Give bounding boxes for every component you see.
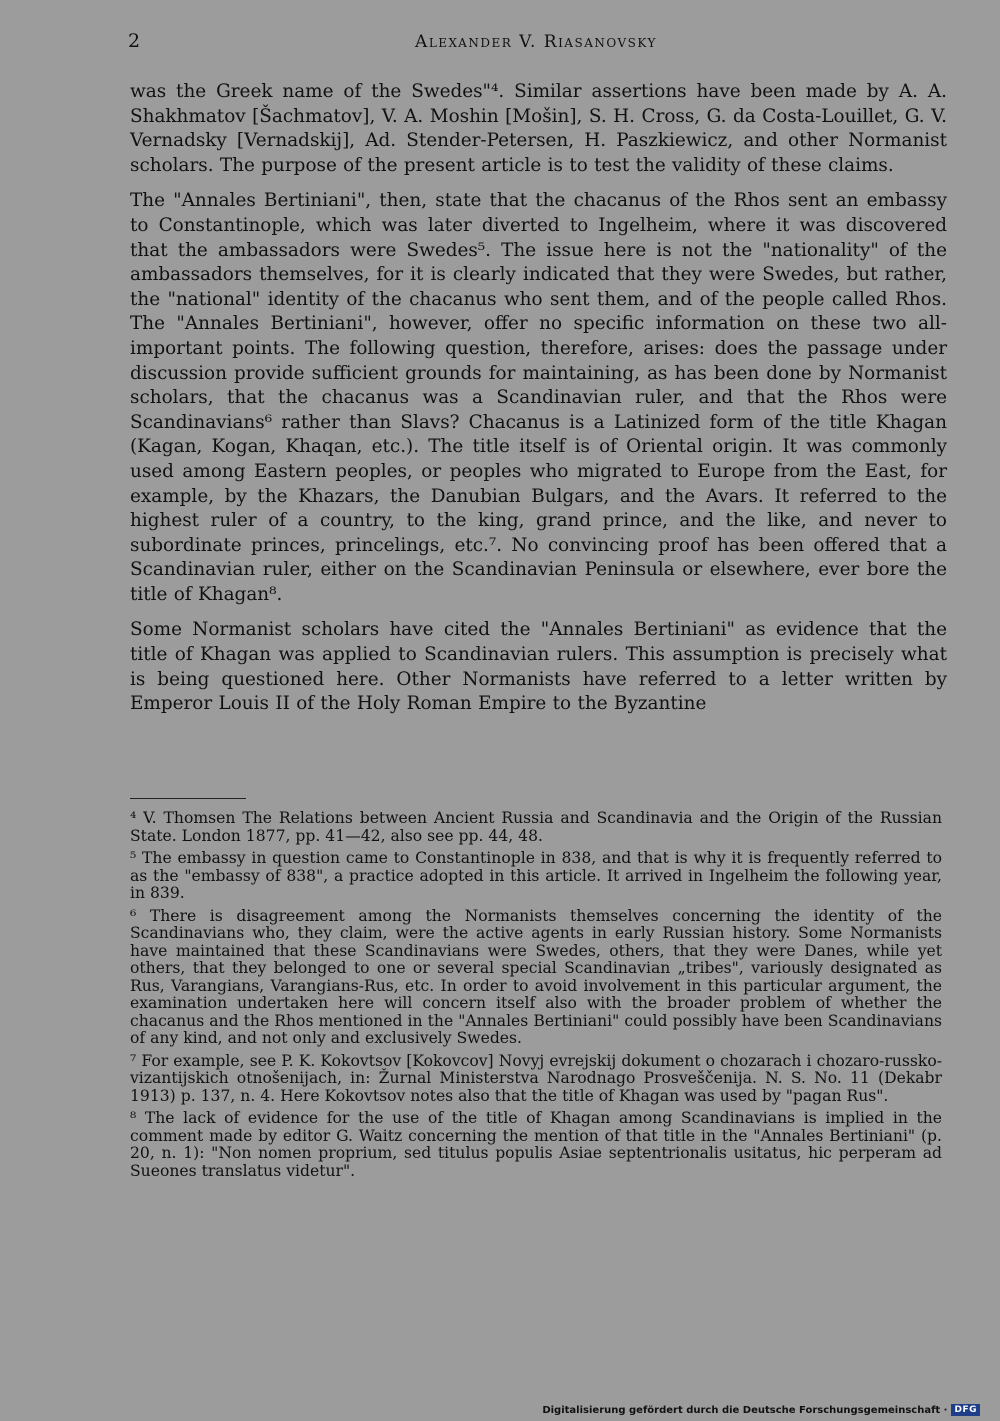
footnote-7: ⁷ For example, see P. K. Kokovtsov [Kokovcov] Novyj evrejskij dokument o chozarach i chozaro-russko-vizantijskich otnošenijach, in: Žurnal Ministerstva Narodnago Prosveščenija. N. S. No. 11 (Dekabr 1913) p. 137, n. 4. Here Kokovtsov notes also that the title of Khagan was used by "pagan Rus". (130, 1051, 942, 1105)
footnote-rule (130, 798, 246, 799)
footnote-8: ⁸ The lack of evidence for the use of the title of Khagan among Scandinavians is implied in the comment made by editor G. Waitz concerning the mention of that title in the "Annales Bertiniani" (p. 20, n. 1): "Non nomen proprium, sed titulus populis Asiae septentrionalis usitatus, hic perperam ad Sueones translatus videtur". (130, 1109, 942, 1180)
digitization-note: Digitalisierung gefördert durch die Deutsche Forschungsgemeinschaft · (542, 1404, 948, 1416)
footnote-5: ⁵ The embassy in question came to Constantinople in 838, and that is why it is frequently referred to as the "embassy of 838", a practice adopted in this article. It arrived in Ingelheim the following year, in 839. (130, 849, 942, 902)
footnotes (130, 810, 942, 1185)
footnote-4: ⁴ V. Thomsen The Relations between Ancient Russia and Scandinavia and the Origin of the Russian State. London 1877, pp. 41—42, also see pp. 44, 48. (130, 809, 942, 845)
paragraph-3: Some Normanist scholars have cited the "Annales Bertiniani" as evidence that the title of Khagan was applied to Scandinavian rulers. This assumption is precisely what is being questioned here. Other Normanists have referred to a letter written by Emperor Louis II of the Holy Roman Empire to the Byzantine (130, 619, 947, 715)
dfg-logo-icon: DFG (951, 1404, 980, 1416)
running-head: Alexander V. Riasanovsky (415, 32, 657, 52)
page-header (128, 30, 944, 60)
page-number: 2 (128, 30, 141, 52)
body-text (130, 80, 947, 728)
paragraph-1: was the Greek name of the Swedes"⁴. Similar assertions have been made by A. A. Shakhmatov [Šachmatov], V. A. Moshin [Mošin], S. H. Cross, G. da Costa-Louillet, G. V. Vernadsky [Vernadskij], Ad. Stender-Petersen, H. Paszkiewicz, and other Normanist scholars. The purpose of the present article is to test the validity of these claims. (130, 81, 947, 176)
digitization-credit (542, 1404, 980, 1416)
footnote-6: ⁶ There is disagreement among the Normanists themselves concerning the identity of the Scandinavians who, they claim, were the active agents in early Russian history. Some Normanists have maintained that these Scandinavians were Swedes, others, that they were Danes, while yet others, that they belonged to one or several special Scandinavian „tribes", variously designated as Rus, Varangians, Varangians-Rus, etc. In order to avoid involvement in this particular argument, the examination undertaken here will concern itself also with the broader problem of whether the chacanus and the Rhos mentioned in the "Annales Bertiniani" could possibly have been Scandinavians of any kind, and not only and exclusively Swedes. (130, 906, 942, 1047)
paragraph-2: The "Annales Bertiniani", then, state that the chacanus of the Rhos sent an embassy to Constantinople, which was later diverted to Ingelheim, where it was discovered that the ambassadors were Swedes⁵. The issue here is not the "nationality" of the ambassadors themselves, for it is clearly indicated that they were Swedes, but rather, the "national" identity of the chacanus who sent them, and of the people called Rhos. The "Annales Bertiniani", however, offer no specific information on these two all-important points. The following question, therefore, arises: does the passage under discussion provide sufficient grounds for maintaining, as has been done by Normanist scholars, that the chacanus was a Scandinavian ruler, and that the Rhos were Scandinavians⁶ rather than Slavs? Chacanus is a Latinized form of the title Khagan (Kagan, Kogan, Khaqan, etc.). The title itself is of Oriental origin. It was commonly used among Eastern peoples, or peoples who migrated to Europe from the East, for example, by the Khazars, the Danubian Bulgars, and the Avars. It referred to the highest ruler of a country, to the king, grand prince, and the like, and never to subordinate princes, princelings, etc.⁷. No convincing proof has been offered that a Scandinavian ruler, either on the Scandinavian Peninsula or elsewhere, ever bore the title of Khagan⁸. (130, 190, 947, 605)
